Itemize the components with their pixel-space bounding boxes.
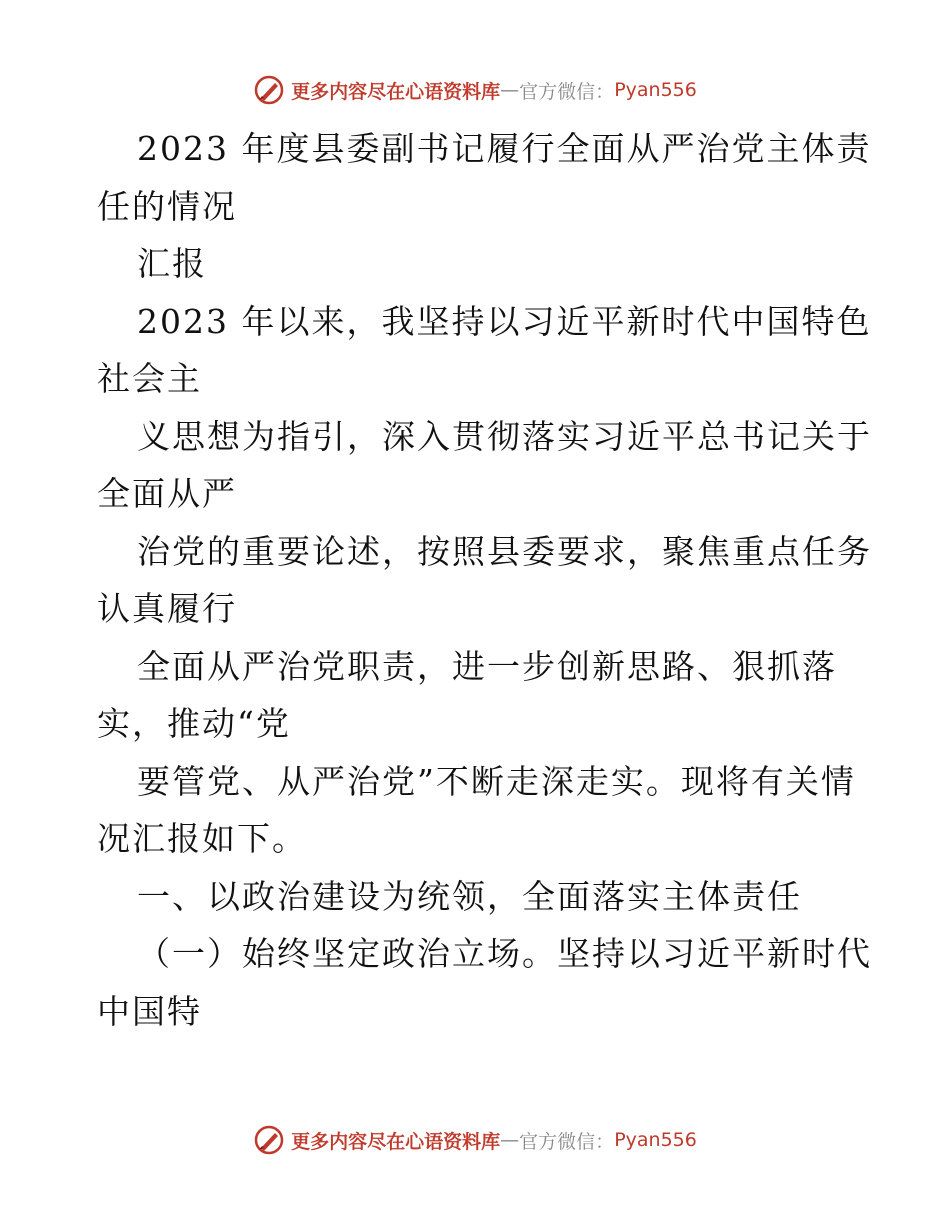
document-line: （一）始终坚定政治立场。坚持以习近平新时代 (137, 934, 872, 973)
pen-logo-icon (253, 1124, 285, 1156)
watermark-dash: — (500, 79, 520, 101)
document-line: 2023 年度县委副书记履行全面从严治党主体责 (137, 129, 872, 168)
watermark-handle: Pyan556 (614, 79, 697, 101)
pen-logo-icon (253, 74, 285, 106)
document-line: 全面从严治党职责，进一步创新思路、狠抓落 (137, 646, 837, 686)
document-line: 认真履行 (97, 589, 237, 628)
document-line: 义思想为指引，深入贯彻落实习近平总书记关于 (137, 416, 872, 456)
document-body (97, 120, 872, 1040)
watermark-official-text: 官方微信： (519, 80, 615, 103)
watermark-dash: — (500, 1129, 520, 1151)
watermark-handle: Pyan556 (614, 1129, 697, 1151)
header-watermark (0, 70, 950, 110)
document-line: 汇报 (137, 244, 207, 283)
document-line: 全面从严 (97, 474, 237, 513)
document-line: 一、以政治建设为统领，全面落实主体责任 (137, 876, 802, 916)
document-line: 2023 年以来，我坚持以习近平新时代中国特色 (137, 301, 872, 341)
document-line: 况汇报如下。 (97, 819, 307, 858)
watermark-main-text: 更多内容尽在心语资料库 (291, 80, 501, 103)
document-line: 中国特 (97, 991, 202, 1031)
document-line: 任的情况 (97, 186, 237, 226)
footer-watermark (0, 1120, 950, 1160)
watermark-official-text: 官方微信： (519, 1130, 615, 1153)
document-line: 社会主 (97, 359, 202, 398)
watermark-main-text: 更多内容尽在心语资料库 (291, 1130, 501, 1153)
document-line: 实，推动“党 (97, 704, 291, 743)
document-line: 治党的重要论述，按照县委要求，聚焦重点任务 (137, 531, 872, 571)
document-line: 要管党、从严治党”不断走深走实。现将有关情 (137, 761, 856, 801)
